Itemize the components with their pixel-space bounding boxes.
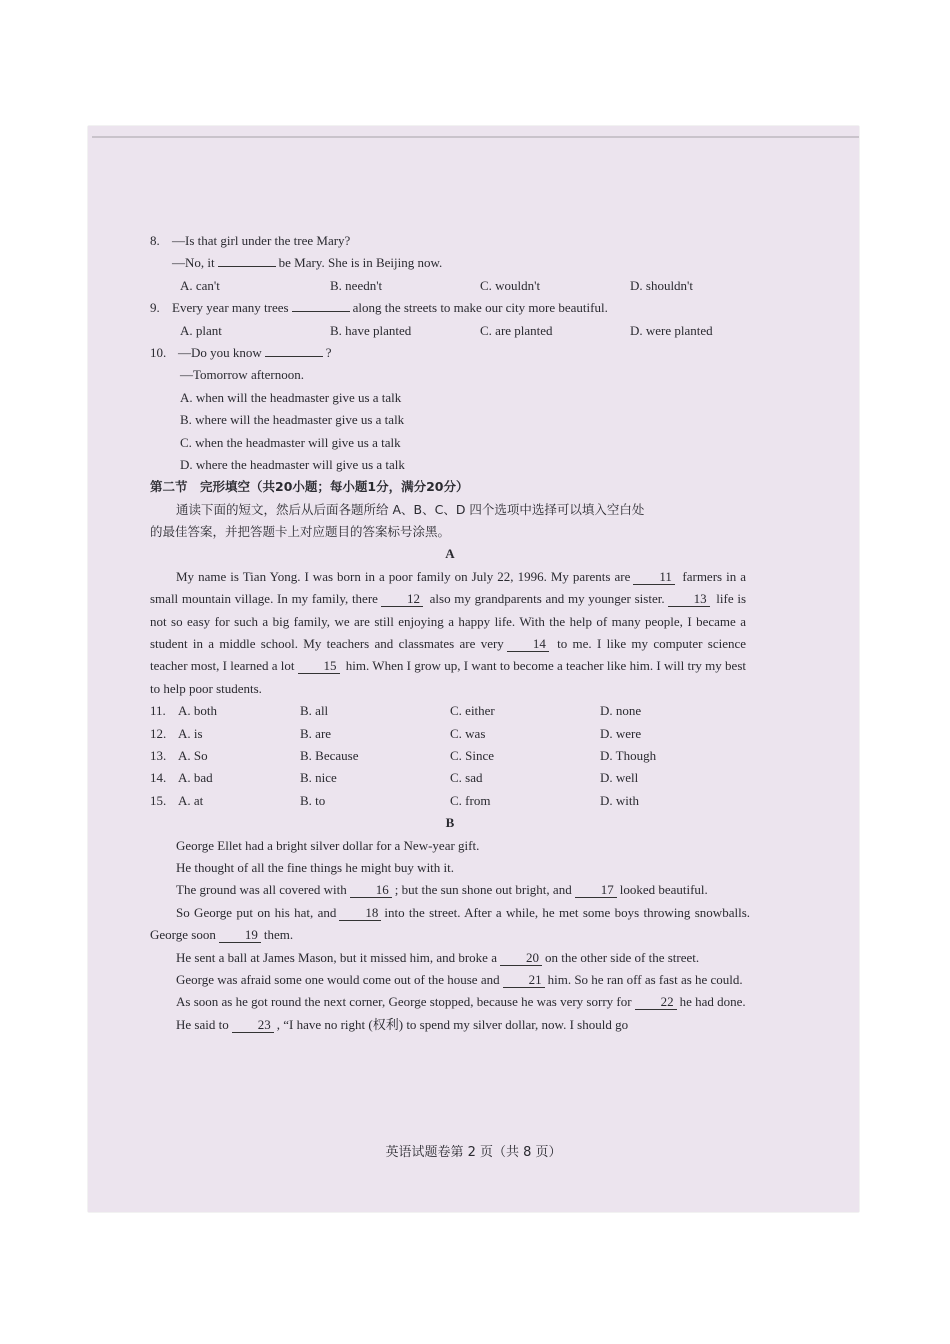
option-c: C. either: [450, 703, 495, 719]
passage-text: on the other side of the street.: [544, 949, 700, 965]
cloze-blank-11: 11: [633, 569, 675, 585]
option-c: C. was: [450, 725, 486, 741]
option-text: A. is: [178, 725, 203, 741]
option-text: A. bad: [178, 770, 213, 786]
reply-text: be Mary. She is in Beijing now.: [278, 255, 443, 271]
passage-b-paragraph: [150, 969, 750, 991]
option-b: B. all: [300, 703, 329, 719]
exam-page: [88, 126, 859, 1212]
option-d: D. with: [600, 792, 639, 808]
cloze-row-12: [150, 723, 750, 745]
option-d: D. were planted: [630, 322, 713, 338]
cloze-blank-16: 16: [350, 882, 392, 898]
question-number: 8.: [150, 233, 160, 248]
cloze-row-15: [150, 790, 750, 812]
cloze-blank-21: 21: [503, 972, 545, 988]
option-c: C. wouldn't: [480, 277, 541, 293]
answer-blank: [218, 266, 276, 267]
cloze-row-13: [150, 745, 750, 767]
question-number: 15.: [150, 792, 167, 808]
cloze-blank-14: 14: [507, 636, 549, 652]
option-b: B. Because: [300, 748, 359, 764]
option-b: B. have planted: [330, 322, 412, 338]
question-number: 13.: [150, 748, 167, 764]
option-a: [150, 723, 300, 745]
question-8: [150, 230, 750, 252]
section-instructions: 通读下面的短文，然后从后面各题所给 A、B、C、D 四个选项中选择可以填入空白处: [176, 501, 645, 517]
section-heading: 第二节 完形填空（共20小题；每小题1分，满分20分）: [150, 479, 469, 495]
passage-text: He said to: [176, 1016, 229, 1032]
page-content: [150, 230, 750, 1036]
option-b: B. to: [300, 792, 326, 808]
answer-blank: [292, 311, 350, 312]
option-d: D. well: [600, 770, 639, 786]
passage-text: looked beautiful.: [619, 882, 708, 898]
question-number: 12.: [150, 725, 167, 741]
cloze-row-14: [150, 767, 750, 789]
cloze-blank-22: 22: [635, 994, 677, 1010]
cloze-blank-17: 17: [575, 882, 617, 898]
option-text: A. at: [178, 792, 204, 808]
option-a: [150, 790, 300, 812]
question-10-reply: —Tomorrow afternoon.: [180, 367, 305, 383]
option-a: [150, 767, 300, 789]
passage-text: He sent a ball at James Mason, but it missed him, and broke a: [176, 949, 497, 965]
cloze-blank-19: 19: [219, 927, 261, 943]
passage-text: ; but the sun shone out bright, and: [394, 882, 572, 898]
cloze-blank-23: 23: [232, 1017, 274, 1033]
question-stem: along the streets to make our city more beautiful.: [352, 300, 608, 316]
passage-text: him. So he ran off as fast as he could.: [547, 972, 743, 988]
passage-text: George was afraid some one would come out of the house and: [176, 972, 500, 988]
passage-b-paragraph: [150, 1014, 750, 1036]
passage-text: them.: [263, 927, 294, 943]
passage-title: B: [445, 815, 455, 831]
passage-text: The ground was all covered with: [176, 882, 347, 898]
passage-title: A: [445, 546, 455, 562]
question-8-reply: [150, 252, 750, 274]
question-stem: —Is that girl under the tree Mary?: [172, 233, 351, 248]
option-c: C. from: [450, 792, 491, 808]
page-footer: 英语试题卷第 2 页（共 8 页）: [385, 1145, 562, 1160]
reply-text: —No, it: [172, 255, 215, 271]
passage-b-sentence: George Ellet had a bright silver dollar for a New-year gift.: [176, 837, 480, 853]
cloze-blank-20: 20: [500, 950, 542, 966]
passage-b-paragraph: [150, 947, 750, 969]
option-b: B. nice: [300, 770, 337, 786]
passage-text: As soon as he got round the next corner, George stopped, because he was very sorry for: [176, 994, 632, 1010]
cloze-blank-13: 13: [668, 591, 710, 607]
passage-text: life is not so easy for such a big family, we are still enjoying a happy life. With the help of many people, I became a student in a middle school. My teachers and classmates are very: [150, 591, 747, 652]
passage-text: So George put on his hat, and: [176, 904, 337, 920]
question-10: [150, 342, 750, 364]
passage-text: farmers in a small mountain village. In my family, there: [150, 568, 747, 607]
question-8-options: [150, 275, 750, 297]
question-stem: —Do you know: [178, 344, 262, 360]
option-d: D. Though: [600, 748, 657, 764]
section-instructions-cont: 的最佳答案，并把答题卡上对应题目的答案标号涂黑。: [150, 524, 451, 540]
option-c: C. when the headmaster will give us a talk: [180, 434, 401, 450]
option-c: C. Since: [450, 748, 495, 764]
passage-text: into the street. After a while, he met some boys throwing snowballs. George soon: [150, 904, 750, 943]
question-number: 11.: [150, 703, 166, 719]
option-d: D. were: [600, 725, 642, 741]
passage-text: , “I have no right (权利) to spend my silver dollar, now. I should go: [276, 1016, 629, 1032]
passage-b-paragraph: [150, 902, 750, 947]
option-a: [150, 700, 300, 722]
cloze-blank-18: 18: [339, 905, 381, 921]
question-number: 9.: [150, 300, 160, 316]
passage-text: to me. I like my computer science teacher most, I learned a lot: [150, 636, 747, 674]
option-d: D. shouldn't: [630, 277, 694, 293]
question-stem: Every year many trees: [172, 300, 289, 316]
option-a: A. plant: [180, 322, 222, 338]
question-stem: ?: [325, 344, 332, 360]
passage-a-text: [150, 566, 746, 700]
option-a: [150, 745, 300, 767]
passage-b-paragraph: [150, 991, 750, 1013]
option-text: A. both: [178, 703, 217, 719]
option-b: B. are: [300, 725, 332, 741]
question-9-options: [150, 320, 750, 342]
passage-text: also my grandparents and my younger sister.: [429, 591, 665, 607]
option-d: D. none: [600, 703, 642, 719]
cloze-blank-12: 12: [381, 591, 423, 607]
passage-text: he had done.: [679, 994, 746, 1010]
question-number: 10.: [150, 344, 167, 360]
passage-b-paragraph: [150, 879, 750, 901]
option-a: A. when will the headmaster give us a talk: [180, 389, 402, 405]
passage-text: My name is Tian Yong. I was born in a poor family on July 22, 1996. My parents are: [176, 568, 631, 584]
option-b: B. needn't: [330, 277, 383, 293]
option-c: C. sad: [450, 770, 483, 786]
option-text: A. So: [178, 748, 208, 764]
question-9: [150, 297, 750, 319]
question-number: 14.: [150, 770, 167, 786]
passage-b-sentence: He thought of all the fine things he might buy with it.: [176, 860, 455, 876]
option-c: C. are planted: [480, 322, 553, 338]
cloze-blank-15: 15: [298, 658, 340, 674]
option-b: B. where will the headmaster give us a talk: [180, 412, 405, 428]
option-d: D. where the headmaster will give us a talk: [180, 456, 405, 472]
answer-blank: [265, 356, 323, 357]
cloze-row-11: [150, 700, 750, 722]
passage-text: him. When I grow up, I want to become a teacher like him. I will try my best to help poor students.: [150, 658, 746, 696]
option-a: A. can't: [180, 277, 220, 293]
